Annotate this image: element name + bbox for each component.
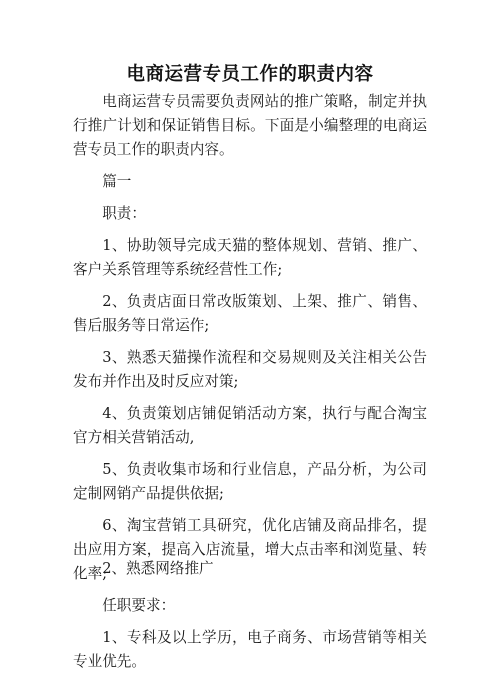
duty-item: 5、负责收集市场和行业信息，产品分析，为公司定制网销产品提供依据; <box>73 461 427 502</box>
document-body <box>73 90 427 674</box>
duties-heading: 职责： <box>102 205 146 222</box>
duty-item: 3、熟悉天猫操作流程和交易规则及关注相关公告发布并作出及时反应对策; <box>73 349 427 390</box>
duty-item: 1、协助领导完成天猫的整体规划、营销、推广、客户关系管理等系统经营性工作; <box>73 237 427 278</box>
section-heading: 篇一 <box>102 173 132 190</box>
duty-item: 4、负责策划店铺促销活动方案，执行与配合淘宝官方相关营销活动, <box>73 405 427 446</box>
intro-paragraph: 电商运营专员需要负责网站的推广策略，制定并执行推广计划和保证销售目标。下面是小编整理的电商运营专员工作的职责内容。 <box>73 93 427 158</box>
duty-item: 6、淘宝营销工具研究，优化店铺及商品排名，提出应用方案，提高入店流量，增大点击率和浏览量、转化率; <box>73 517 427 582</box>
document-title: 电商运营专员工作的职责内容 <box>126 64 374 85</box>
requirement-item: 1、专科及以上学历，电子商务、市场营销等相关专业优先。 <box>73 629 427 670</box>
duty-item: 2、负责店面日常改版策划、上架、推广、销售、售后服务等日常运作; <box>73 293 427 334</box>
requirements-heading: 任职要求： <box>102 597 176 614</box>
cut-off-line: 2、熟悉网络推广 <box>102 560 214 577</box>
